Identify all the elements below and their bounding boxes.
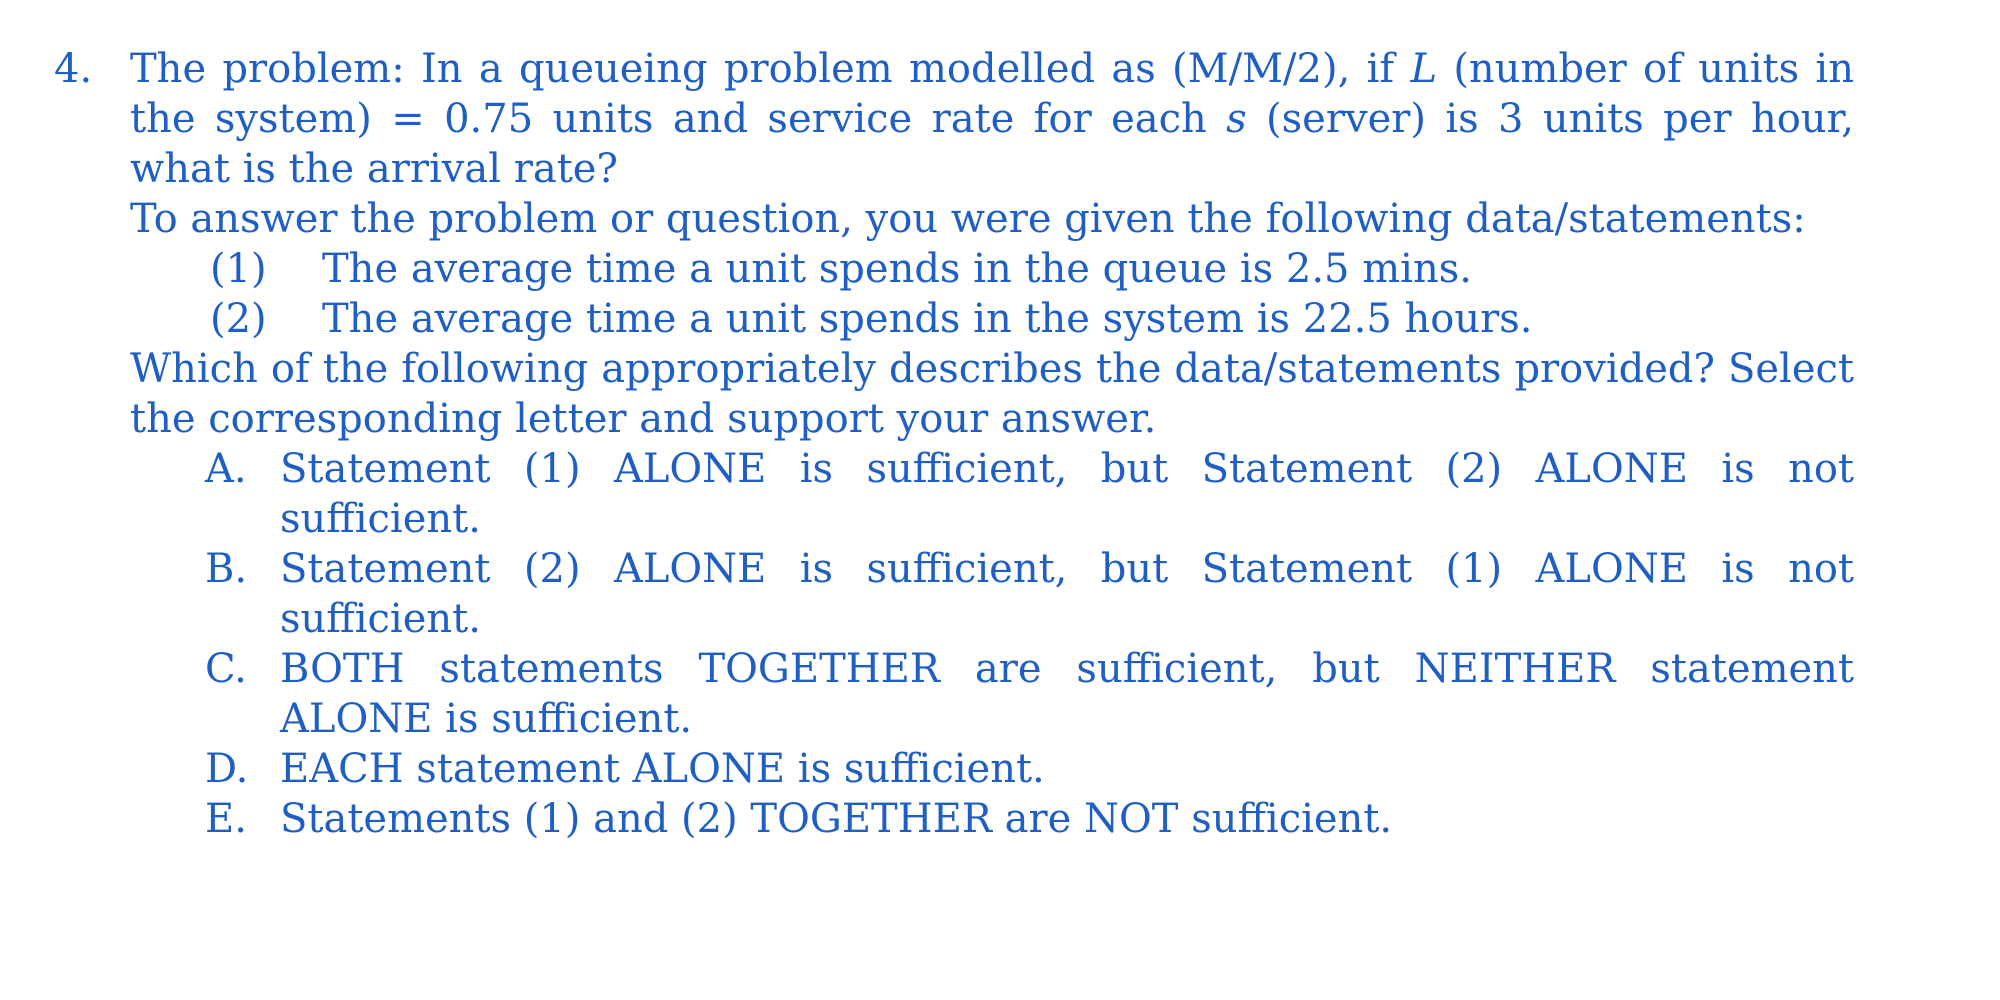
problem-text-part1: The problem: In a queueing problem modelled as (M/M/2), if	[130, 46, 1411, 92]
statement-label: (1)	[210, 246, 267, 292]
option-d	[205, 744, 1854, 794]
option-a	[205, 444, 1854, 544]
option-text: Statement (1) ALONE is sufficient, but Statement (2) ALONE is not sufficient.	[280, 446, 1854, 542]
option-b	[205, 544, 1854, 644]
question-block	[54, 44, 1854, 844]
option-text: EACH statement ALONE is sufficient.	[280, 746, 1045, 792]
question-number: 4.	[54, 46, 93, 92]
option-c	[205, 644, 1854, 744]
option-text: BOTH statements TOGETHER are sufficient, but NEITHER statement ALONE is sufficient.	[280, 646, 1854, 742]
problem-statement	[130, 44, 1854, 194]
option-text: Statement (2) ALONE is sufficient, but Statement (1) ALONE is not sufficient.	[280, 546, 1854, 642]
statement-text: The average time a unit spends in the queue is 2.5 mins.	[322, 246, 1472, 292]
option-letter: A.	[205, 446, 247, 492]
option-text: Statements (1) and (2) TOGETHER are NOT sufficient.	[280, 796, 1393, 842]
statement-item	[210, 294, 1854, 344]
answer-options	[130, 444, 1854, 844]
question-prompt: Which of the following appropriately describes the data/statements provided? Select the corresponding letter and support your answer.	[130, 346, 1854, 442]
problem-text-part3: (server) is 3 units per hour, what is the arrival rate?	[130, 96, 1854, 192]
option-letter: D.	[205, 746, 249, 792]
variable-L: L	[1410, 46, 1438, 92]
problem-text-part2: (number of units in the system) = 0.75 units and service rate for each	[130, 46, 1854, 142]
option-letter: B.	[205, 546, 248, 592]
given-intro: To answer the problem or question, you were given the following data/statements:	[130, 196, 1806, 242]
option-e	[205, 794, 1854, 844]
statement-text: The average time a unit spends in the system is 22.5 hours.	[322, 296, 1533, 342]
option-letter: C.	[205, 646, 247, 692]
option-letter: E.	[205, 796, 247, 842]
statement-item	[210, 244, 1854, 294]
variable-s: s	[1226, 96, 1247, 142]
question-body	[130, 44, 1854, 844]
statement-label: (2)	[210, 296, 267, 342]
statement-list	[130, 244, 1854, 344]
